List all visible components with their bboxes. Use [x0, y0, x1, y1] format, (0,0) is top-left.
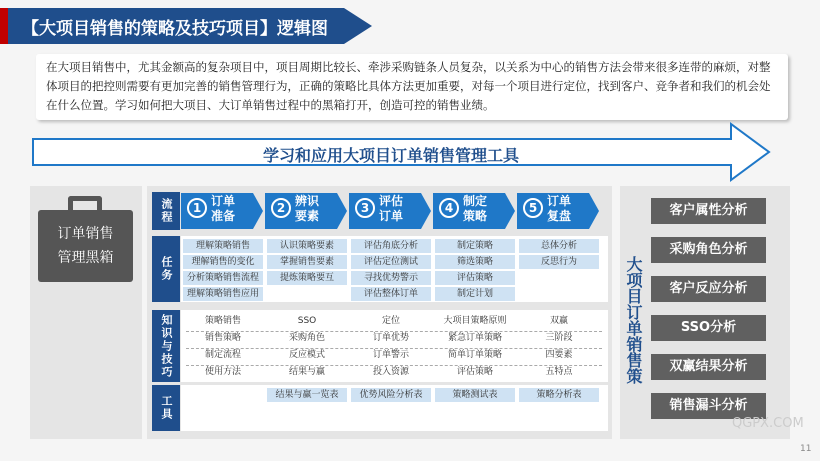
task-cell: 总体分析 [519, 239, 599, 253]
knowledge-cell: 订单优势 [372, 333, 409, 343]
step-label [295, 194, 335, 224]
task-cell: 制定策略 [435, 239, 515, 253]
row-label-task: 任务 [152, 236, 180, 302]
step-label [463, 194, 503, 224]
step-label-line1: 评估 [379, 194, 404, 208]
analysis-button: 采购角色分析 [651, 237, 766, 263]
page-number: 11 [800, 444, 812, 454]
banner-title: 学习和应用大项目订单销售管理工具 [262, 146, 519, 165]
row-divider [186, 331, 602, 332]
analysis-button: SSO分析 [651, 315, 766, 341]
knowledge-cell: 紧急订单策略 [447, 333, 502, 343]
intro-text: 在大项目销售中，尤其金额高的复杂项目中，项目周期比较长、牵涉采购链条人员复杂，以关系为中心的销售方法会带来很多连带的麻烦，对整体项目的把控则需要有更加完善的销售管理行为，正确的策略比具体方法更加重要，对每一个项目进行定位，找到客户、竞争者和我们的机会处在什么位置。学习如何把大项目、大订单销售过程中的黑箱打开，创造可控的销售业绩。 [36, 54, 788, 120]
row-label-knowledge: 知识与技巧 [152, 310, 180, 382]
task-cell: 理解策略销售应用 [183, 287, 263, 301]
knowledge-cell: 评估策略 [456, 367, 493, 377]
step-label-line2: 订单 [379, 209, 404, 223]
analysis-button: 客户属性分析 [651, 198, 766, 224]
task-cell: 掌握销售要素 [267, 255, 347, 269]
step-label-line2: 要素 [295, 209, 320, 223]
black-box-label [38, 222, 133, 270]
knowledge-cell: 反应模式 [288, 350, 325, 360]
step-label-line2: 准备 [211, 209, 236, 223]
tool-cell: 结果与赢一览表 [267, 388, 347, 402]
task-cell: 筛选策略 [435, 255, 515, 269]
watermark: QGPX.COM [732, 416, 804, 431]
knowledge-cell: 五特点 [545, 367, 573, 377]
right-vertical-title: 大项目订单销售策 [624, 256, 643, 384]
black-box-line1: 订单销售 [57, 226, 114, 242]
task-cell: 反思行为 [519, 255, 599, 269]
analysis-button: 双赢结果分析 [651, 354, 766, 380]
knowledge-cell: 策略销售 [204, 316, 241, 326]
task-cell: 分析策略销售流程 [183, 271, 263, 285]
knowledge-cell: 使用方法 [204, 367, 241, 377]
task-cell: 寻找优势警示 [351, 271, 431, 285]
knowledge-cell: 大项目策略原则 [443, 316, 507, 326]
task-cell: 制定计划 [435, 287, 515, 301]
knowledge-cell: 四要素 [545, 350, 573, 360]
tool-cell: 策略测试表 [435, 388, 515, 402]
knowledge-cell: 订单警示 [372, 350, 409, 360]
knowledge-cell: 结果与赢 [288, 367, 325, 377]
task-cell: 评估策略 [435, 271, 515, 285]
step-label-line2: 复盘 [547, 209, 572, 223]
tool-cell: 策略分析表 [519, 388, 599, 402]
step-label [379, 194, 419, 224]
task-cell: 提炼策略要互 [267, 271, 347, 285]
task-cell: 认识策略要素 [267, 239, 347, 253]
title-accent [0, 8, 8, 44]
task-cell: 评估角底分析 [351, 239, 431, 253]
tool-cell: 优势风险分析表 [351, 388, 431, 402]
step-number: 1 [187, 198, 207, 218]
analysis-button: 销售漏斗分析 [651, 393, 766, 419]
step-label [547, 194, 587, 224]
black-box-line2: 管理黑箱 [57, 250, 114, 266]
step-label-line1: 辨识 [295, 194, 320, 208]
step-number: 3 [355, 198, 375, 218]
step-label-line2: 策略 [463, 209, 488, 223]
task-cell: 理解销售的变化 [183, 255, 263, 269]
row-divider [186, 365, 602, 366]
knowledge-cell: 简单订单策略 [447, 350, 502, 360]
knowledge-cell: 采购角色 [288, 333, 325, 343]
row-label-process: 流程 [152, 192, 180, 230]
step-number: 2 [271, 198, 291, 218]
knowledge-cell: 销售策略 [204, 333, 241, 343]
step-label-line1: 制定 [463, 194, 488, 208]
row-label-tools: 工具 [152, 385, 180, 431]
step-label [211, 194, 251, 224]
row-divider [186, 348, 602, 349]
knowledge-cell: SSO [297, 316, 317, 326]
analysis-button: 客户反应分析 [651, 276, 766, 302]
page-title: 【大项目销售的策略及技巧项目】逻辑图 [22, 19, 328, 39]
knowledge-cell: 定位 [381, 316, 400, 326]
step-number: 4 [439, 198, 459, 218]
step-number: 5 [523, 198, 543, 218]
step-label-line1: 订单 [211, 194, 236, 208]
task-cell: 评估定位测试 [351, 255, 431, 269]
step-label-line1: 订单 [547, 194, 572, 208]
knowledge-cell: 制定流程 [204, 350, 241, 360]
knowledge-cell: 三阶段 [545, 333, 573, 343]
task-cell: 评估整体订单 [351, 287, 431, 301]
knowledge-cell: 双赢 [549, 316, 568, 326]
task-cell: 理解策略销售 [183, 239, 263, 253]
knowledge-cell: 投入资源 [372, 367, 409, 377]
